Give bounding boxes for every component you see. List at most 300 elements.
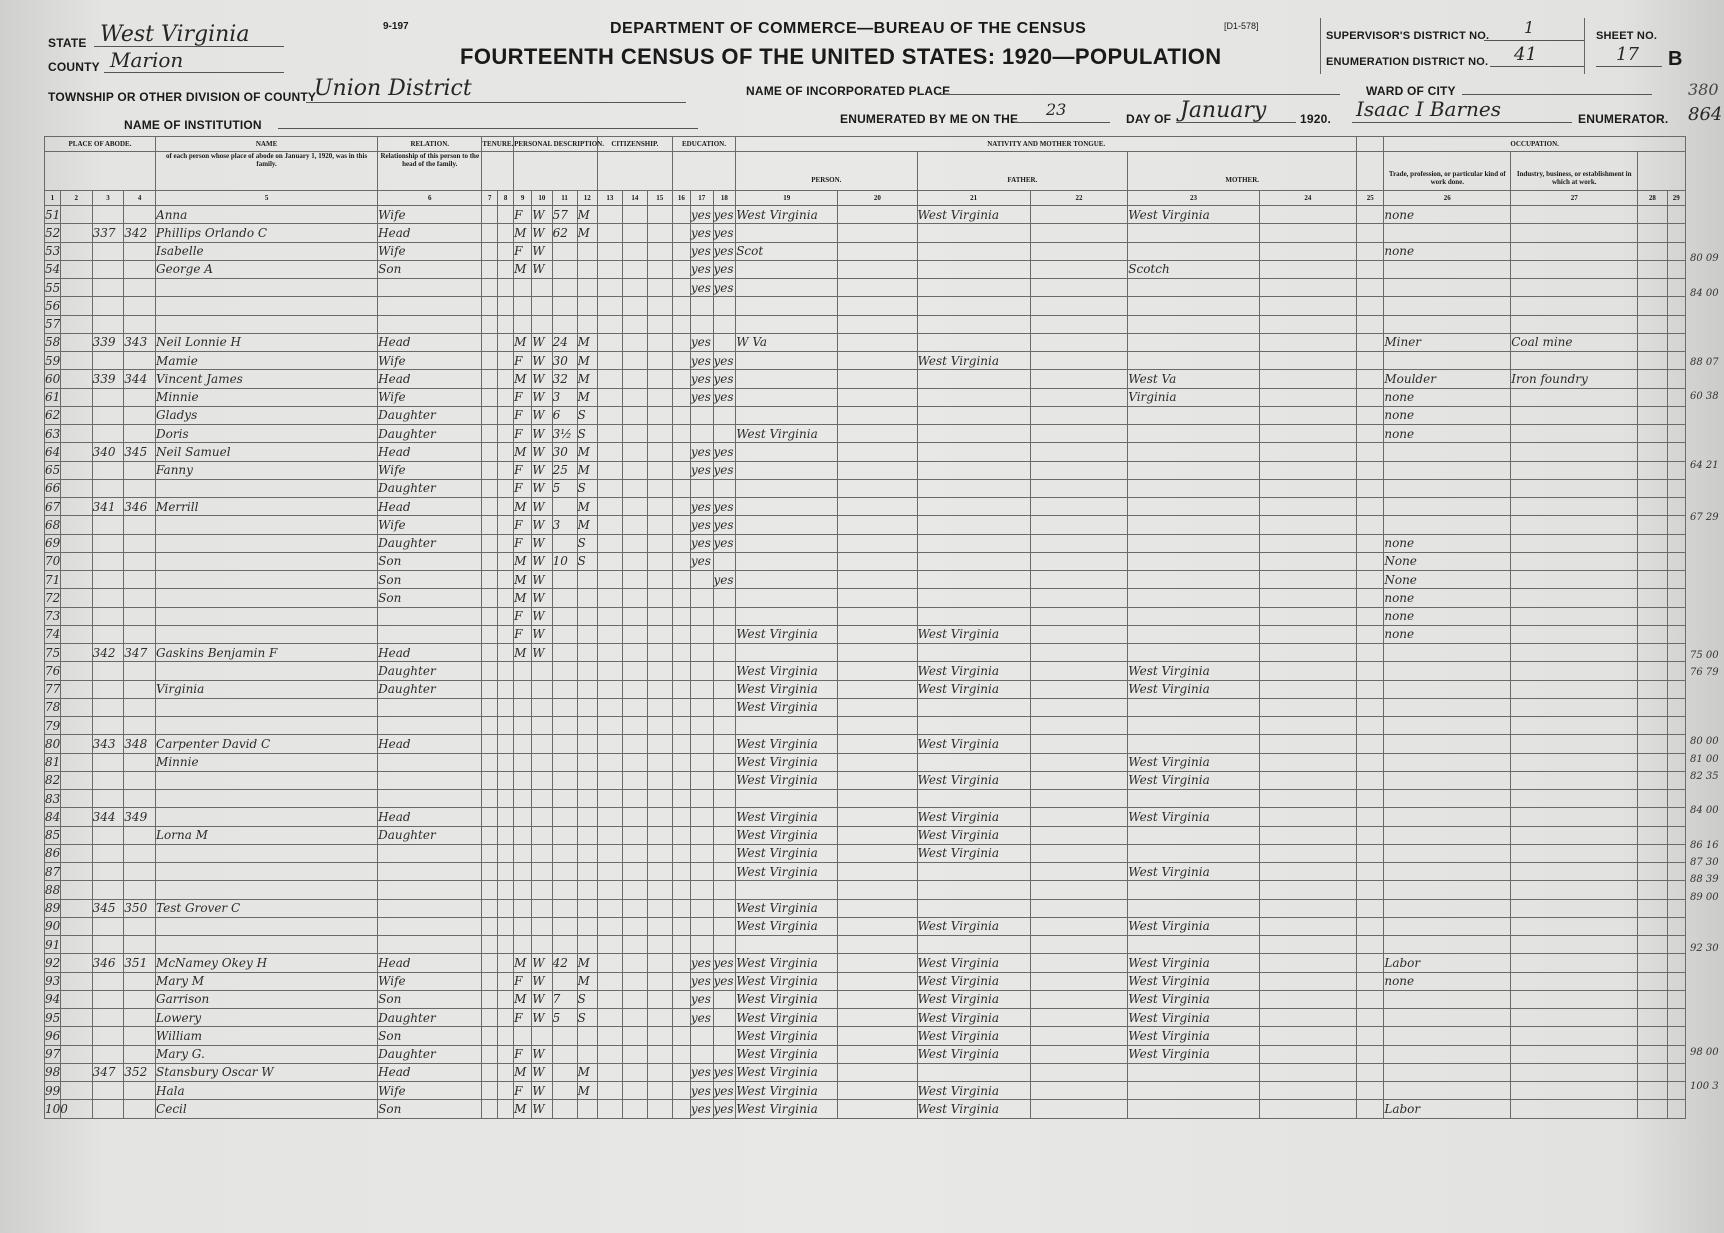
cell-read: yes	[690, 370, 713, 388]
cell-race	[532, 936, 552, 954]
cell-empty	[1357, 954, 1384, 972]
cell-mpob: West Virginia	[1128, 917, 1259, 935]
cell-race	[532, 717, 552, 735]
cell-empty	[597, 388, 622, 406]
cell-occ: none	[1384, 972, 1511, 990]
cell-empty	[1638, 1027, 1667, 1045]
cell-write: yes	[713, 370, 736, 388]
cell-empty	[1259, 370, 1356, 388]
cell-rel: Daughter	[378, 662, 482, 680]
cell-ms	[577, 589, 597, 607]
cell-name: William	[156, 1027, 378, 1045]
cell-empty	[1357, 315, 1384, 333]
cell-empty	[60, 589, 92, 607]
cell-empty	[1259, 662, 1356, 680]
cell-empty	[647, 972, 672, 990]
cell-name: Virginia	[156, 680, 378, 698]
margin-note: 80 09	[1690, 253, 1719, 265]
cell-read: yes	[690, 443, 713, 461]
cell-empty	[60, 461, 92, 479]
cell-fam	[124, 990, 156, 1008]
cell-fpob: West Virginia	[917, 844, 1030, 862]
cell-empty	[60, 516, 92, 534]
cell-race: W	[532, 479, 552, 497]
cell-empty	[1259, 333, 1356, 351]
line-number: 78	[45, 698, 61, 716]
cell-sex	[514, 315, 532, 333]
cell-empty	[1259, 844, 1356, 862]
margin-note: 92 30	[1690, 943, 1719, 955]
cell-empty	[482, 242, 498, 260]
cell-dw	[92, 571, 124, 589]
line-number: 59	[45, 352, 61, 370]
cell-dw: 346	[92, 954, 124, 972]
cell-empty	[622, 899, 647, 917]
line-number: 85	[45, 826, 61, 844]
cell-empty	[622, 1009, 647, 1027]
cell-empty	[597, 1100, 622, 1118]
line-number: 62	[45, 406, 61, 424]
cell-name: Gladys	[156, 406, 378, 424]
cell-empty	[597, 936, 622, 954]
cell-ms: M	[577, 370, 597, 388]
cell-occ: none	[1384, 388, 1511, 406]
cell-empty	[838, 534, 917, 552]
cell-age	[552, 589, 577, 607]
cell-fpob	[917, 388, 1030, 406]
cell-empty	[1667, 771, 1685, 789]
cell-sex: M	[514, 370, 532, 388]
cell-write: yes	[713, 443, 736, 461]
cell-empty	[838, 1063, 917, 1081]
cell-ms	[577, 1027, 597, 1045]
cell-empty	[1667, 534, 1685, 552]
cell-occ	[1384, 936, 1511, 954]
cell-write	[713, 917, 736, 935]
cell-sex: F	[514, 425, 532, 443]
cell-occ: None	[1384, 552, 1511, 570]
cell-empty	[597, 881, 622, 899]
cell-write: yes	[713, 260, 736, 278]
cell-empty	[672, 534, 690, 552]
cell-empty	[1259, 899, 1356, 917]
cell-occ	[1384, 260, 1511, 278]
cell-ms: M	[577, 388, 597, 406]
cell-fpob	[917, 516, 1030, 534]
cell-ind	[1511, 790, 1638, 808]
cell-pob: West Virginia	[736, 735, 838, 753]
cell-ms: M	[577, 498, 597, 516]
cell-fpob: West Virginia	[917, 1009, 1030, 1027]
cell-rel: Wife	[378, 206, 482, 224]
enum-day-value: 23	[1046, 100, 1067, 119]
cell-empty	[672, 1045, 690, 1063]
cell-empty	[672, 352, 690, 370]
margin-note: 88 07	[1690, 356, 1719, 368]
cell-empty	[838, 790, 917, 808]
cell-empty	[1357, 844, 1384, 862]
cell-ind	[1511, 206, 1638, 224]
cell-empty	[622, 479, 647, 497]
cell-empty	[498, 680, 514, 698]
cell-empty	[597, 753, 622, 771]
cell-empty	[597, 698, 622, 716]
cell-rel: Head	[378, 954, 482, 972]
cell-empty	[597, 1045, 622, 1063]
cell-pob: West Virginia	[736, 771, 838, 789]
table-row	[45, 1009, 1686, 1027]
cell-empty	[1357, 662, 1384, 680]
table-row	[45, 717, 1686, 735]
cell-empty	[1030, 498, 1127, 516]
cell-mpob	[1128, 552, 1259, 570]
cell-empty	[60, 1082, 92, 1100]
cell-empty	[622, 552, 647, 570]
cell-fpob: West Virginia	[917, 625, 1030, 643]
cell-ms	[577, 644, 597, 662]
cell-empty	[672, 388, 690, 406]
cell-age	[552, 1045, 577, 1063]
cell-dw	[92, 534, 124, 552]
cell-mpob	[1128, 297, 1259, 315]
column-number: 15	[647, 191, 672, 206]
cell-rel: Daughter	[378, 1045, 482, 1063]
cell-empty	[1259, 1100, 1356, 1118]
cell-dw	[92, 279, 124, 297]
cell-dw: 339	[92, 333, 124, 351]
cell-pob	[736, 644, 838, 662]
cell-ind	[1511, 242, 1638, 260]
cell-ms: M	[577, 954, 597, 972]
cell-fam	[124, 297, 156, 315]
cell-fam	[124, 571, 156, 589]
cell-empty	[1638, 917, 1667, 935]
column-number: 28	[1638, 191, 1667, 206]
cell-empty	[1667, 753, 1685, 771]
cell-occ: none	[1384, 589, 1511, 607]
cell-empty	[647, 1009, 672, 1027]
line-number: 58	[45, 333, 61, 351]
cell-empty	[1667, 735, 1685, 753]
cell-sex	[514, 863, 532, 881]
cell-dw	[92, 1045, 124, 1063]
cell-fam	[124, 206, 156, 224]
cell-ind	[1511, 425, 1638, 443]
cell-occ	[1384, 461, 1511, 479]
cell-empty	[498, 826, 514, 844]
cell-empty	[482, 607, 498, 625]
cell-race	[532, 826, 552, 844]
cell-empty	[647, 461, 672, 479]
cell-empty	[838, 498, 917, 516]
cell-empty	[672, 881, 690, 899]
state-value: West Virginia	[100, 22, 250, 47]
cell-empty	[60, 297, 92, 315]
cell-write: yes	[713, 352, 736, 370]
cell-empty	[597, 954, 622, 972]
cell-read	[690, 297, 713, 315]
cell-ind	[1511, 1027, 1638, 1045]
cell-fam	[124, 826, 156, 844]
column-number: 16	[672, 191, 690, 206]
cell-empty	[838, 260, 917, 278]
cell-pob: Scot	[736, 242, 838, 260]
column-number: 23	[1128, 191, 1259, 206]
cell-age	[552, 698, 577, 716]
line-number: 69	[45, 534, 61, 552]
cell-mpob	[1128, 717, 1259, 735]
cell-empty	[622, 534, 647, 552]
cell-empty	[1667, 662, 1685, 680]
cell-ms: M	[577, 972, 597, 990]
cell-empty	[597, 972, 622, 990]
cell-race	[532, 790, 552, 808]
cell-empty	[1667, 844, 1685, 862]
cell-write	[713, 844, 736, 862]
cell-empty	[647, 808, 672, 826]
cell-empty	[60, 753, 92, 771]
cell-empty	[1667, 516, 1685, 534]
cell-sex: F	[514, 479, 532, 497]
group-education: EDUCATION.	[672, 137, 735, 152]
cell-empty	[1357, 571, 1384, 589]
cell-ms: M	[577, 224, 597, 242]
cell-write	[713, 936, 736, 954]
cell-empty	[1030, 388, 1127, 406]
cell-empty	[1667, 279, 1685, 297]
cell-write	[713, 425, 736, 443]
cell-race: W	[532, 1063, 552, 1081]
cell-empty	[1667, 644, 1685, 662]
cell-name: Fanny	[156, 461, 378, 479]
cell-rel: Wife	[378, 516, 482, 534]
cell-empty	[1259, 625, 1356, 643]
cell-empty	[622, 990, 647, 1008]
cell-rel	[378, 315, 482, 333]
cell-sex: M	[514, 571, 532, 589]
line-number: 79	[45, 717, 61, 735]
cell-empty	[622, 370, 647, 388]
cell-empty	[838, 1027, 917, 1045]
cell-sex	[514, 917, 532, 935]
cell-empty	[838, 279, 917, 297]
table-row	[45, 388, 1686, 406]
cell-ind	[1511, 589, 1638, 607]
cell-empty	[60, 717, 92, 735]
cell-mpob	[1128, 607, 1259, 625]
cell-sex: M	[514, 224, 532, 242]
cell-empty	[1667, 808, 1685, 826]
cell-dw	[92, 1027, 124, 1045]
cell-empty	[498, 917, 514, 935]
cell-empty	[1357, 625, 1384, 643]
cell-rel: Daughter	[378, 826, 482, 844]
cell-empty	[1667, 461, 1685, 479]
cell-mpob	[1128, 425, 1259, 443]
county-label: COUNTY	[48, 60, 100, 74]
column-number: 14	[622, 191, 647, 206]
cell-sex: F	[514, 972, 532, 990]
group-abode: PLACE OF ABODE.	[45, 137, 156, 152]
cell-age	[552, 972, 577, 990]
cell-race	[532, 863, 552, 881]
cell-empty	[498, 662, 514, 680]
cell-age: 24	[552, 333, 577, 351]
form-number: 9-197	[383, 21, 409, 32]
cell-fam	[124, 388, 156, 406]
cell-empty	[1667, 352, 1685, 370]
cell-empty	[622, 808, 647, 826]
cell-sex	[514, 881, 532, 899]
cell-empty	[1357, 771, 1384, 789]
cell-empty	[482, 297, 498, 315]
group-tenure: TENURE.	[482, 137, 514, 152]
cell-race	[532, 680, 552, 698]
cell-dw	[92, 315, 124, 333]
cell-fpob	[917, 315, 1030, 333]
cell-ind	[1511, 1045, 1638, 1063]
cell-fam	[124, 352, 156, 370]
cell-ind	[1511, 461, 1638, 479]
cell-empty	[1357, 917, 1384, 935]
cell-ms	[577, 936, 597, 954]
cell-empty	[498, 735, 514, 753]
cell-rel	[378, 863, 482, 881]
industry-description: Industry, business, or establishment in which at work.	[1511, 152, 1638, 191]
cell-empty	[622, 589, 647, 607]
cell-sex	[514, 717, 532, 735]
cell-pob: West Virginia	[736, 954, 838, 972]
cell-dw	[92, 680, 124, 698]
table-row	[45, 406, 1686, 424]
cell-read	[690, 790, 713, 808]
cell-empty	[1030, 771, 1127, 789]
cell-empty	[1667, 242, 1685, 260]
cell-empty	[1259, 571, 1356, 589]
cell-sex	[514, 297, 532, 315]
cell-name: Anna	[156, 206, 378, 224]
cell-ind	[1511, 717, 1638, 735]
cell-ms	[577, 662, 597, 680]
cell-empty	[672, 662, 690, 680]
cell-sex: M	[514, 589, 532, 607]
cell-empty	[60, 917, 92, 935]
cell-occ: Labor	[1384, 954, 1511, 972]
cell-race	[532, 899, 552, 917]
cell-race: W	[532, 425, 552, 443]
cell-race	[532, 844, 552, 862]
cell-fam	[124, 917, 156, 935]
cell-pob: West Virginia	[736, 425, 838, 443]
column-number: 12	[577, 191, 597, 206]
cell-write	[713, 735, 736, 753]
cell-race	[532, 808, 552, 826]
cell-rel: Daughter	[378, 680, 482, 698]
line-number: 60	[45, 370, 61, 388]
cell-ind	[1511, 698, 1638, 716]
cell-empty	[1259, 425, 1356, 443]
cell-empty	[1259, 516, 1356, 534]
cell-empty	[647, 662, 672, 680]
cell-race: W	[532, 206, 552, 224]
cell-empty	[1030, 443, 1127, 461]
cell-empty	[498, 1063, 514, 1081]
cell-pob	[736, 224, 838, 242]
cell-dw	[92, 552, 124, 570]
cell-empty	[1638, 224, 1667, 242]
cell-write: yes	[713, 1100, 736, 1118]
cell-mpob	[1128, 571, 1259, 589]
cell-rel	[378, 753, 482, 771]
cell-occ	[1384, 443, 1511, 461]
margin-note: 82 35	[1690, 770, 1719, 782]
line-number: 74	[45, 625, 61, 643]
cell-occ: none	[1384, 425, 1511, 443]
cell-dw	[92, 698, 124, 716]
cell-write	[713, 644, 736, 662]
cell-rel: Son	[378, 571, 482, 589]
cell-empty	[1638, 936, 1667, 954]
cell-dw	[92, 972, 124, 990]
cell-name	[156, 297, 378, 315]
cell-pob	[736, 388, 838, 406]
cell-mpob	[1128, 352, 1259, 370]
cell-empty	[672, 1009, 690, 1027]
cell-empty	[498, 863, 514, 881]
cell-age: 10	[552, 552, 577, 570]
cell-empty	[1638, 771, 1667, 789]
column-number: 20	[838, 191, 917, 206]
cell-empty	[647, 698, 672, 716]
cell-dw: 344	[92, 808, 124, 826]
cell-empty	[597, 333, 622, 351]
column-number: 24	[1259, 191, 1356, 206]
cell-empty	[60, 881, 92, 899]
cell-fam	[124, 406, 156, 424]
cell-fpob	[917, 260, 1030, 278]
cell-empty	[60, 771, 92, 789]
cell-occ	[1384, 771, 1511, 789]
cell-empty	[672, 260, 690, 278]
cell-name	[156, 625, 378, 643]
cell-pob	[736, 790, 838, 808]
cell-empty	[672, 917, 690, 935]
cell-empty	[1030, 917, 1127, 935]
cell-sex: M	[514, 333, 532, 351]
margin-note: 75 00	[1690, 650, 1719, 661]
cell-ind	[1511, 260, 1638, 278]
cell-ms: S	[577, 552, 597, 570]
cell-age: 5	[552, 1009, 577, 1027]
cell-empty	[597, 1027, 622, 1045]
cell-empty	[597, 406, 622, 424]
cell-empty	[647, 260, 672, 278]
cell-fpob	[917, 790, 1030, 808]
cell-empty	[1638, 881, 1667, 899]
cell-empty	[1357, 1100, 1384, 1118]
column-number: 13	[597, 191, 622, 206]
cell-empty	[1638, 242, 1667, 260]
cell-ind	[1511, 735, 1638, 753]
cell-age	[552, 917, 577, 935]
cell-fpob	[917, 753, 1030, 771]
cell-empty	[482, 899, 498, 917]
cell-empty	[672, 333, 690, 351]
cell-empty	[647, 315, 672, 333]
cell-age	[552, 790, 577, 808]
cell-name	[156, 790, 378, 808]
cell-mpob	[1128, 498, 1259, 516]
